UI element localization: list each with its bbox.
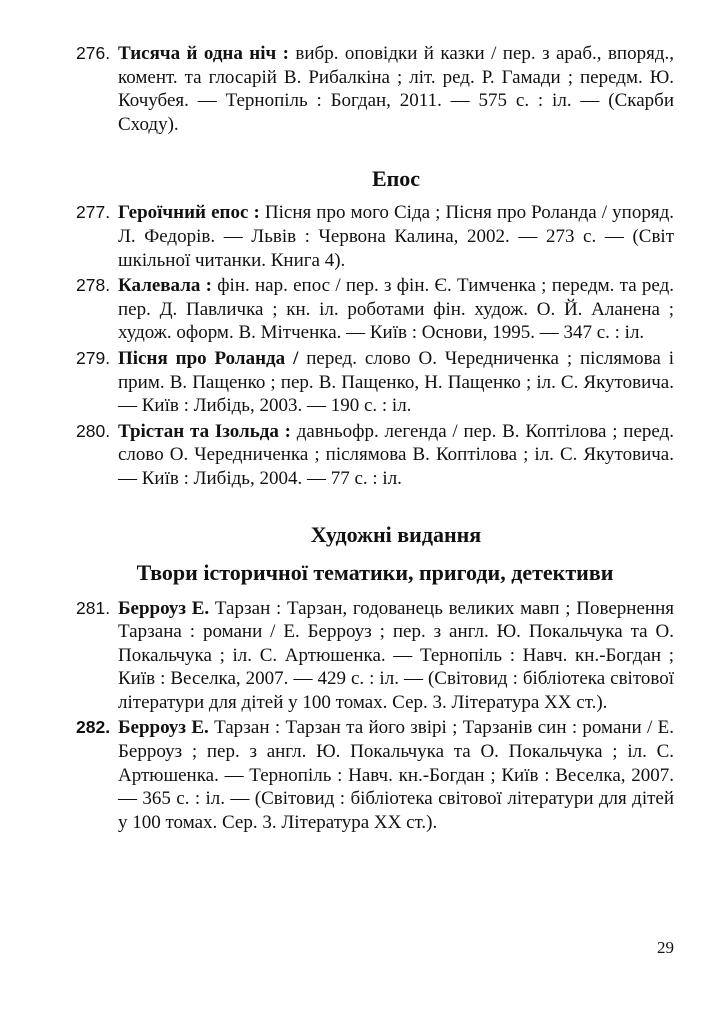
entry-title: Калевала : bbox=[118, 275, 212, 297]
bibliography-entry-281 bbox=[76, 597, 674, 715]
entry-title: Берроуз Е. bbox=[118, 597, 210, 619]
entry-description: давньофр. легенда / пер. В. Коптілова ; перед. слово О. Чередниченка ; післямова В. Коптілова ; іл. С. Якутовича. — Київ : Либідь, 2004. — 77 с. : іл. bbox=[118, 420, 674, 489]
entry-description: перед. слово О. Чередниченка ; післямова і прим. В. Пащенко ; пер. В. Пащенко, Н. Пащенко ; іл. С. Якутовича. — Київ : Либідь, 2003. — 190 с. : іл. bbox=[118, 347, 674, 417]
subsection-heading-adventures: Твори історичної тематики, пригоди, детективи bbox=[136, 559, 614, 585]
bibliography-entry-278 bbox=[76, 274, 674, 345]
entry-number: 282. bbox=[76, 717, 111, 738]
bibliography-entry-282 bbox=[76, 716, 674, 834]
entry-text bbox=[118, 347, 674, 418]
section-heading-epos: Епос bbox=[371, 166, 421, 192]
entry-title: Пісня про Роланда / bbox=[118, 347, 299, 369]
entry-title: Берроуз Е. bbox=[118, 717, 209, 739]
entry-text bbox=[118, 597, 674, 715]
entry-description: вибр. оповідки й казки / пер. з араб., впоряд., комент. та глосарій В. Рибалкіна ; літ. ред. Р. Гамади ; передм. Ю. Кочубея. — Тернопіль : Богдан, 2011. — 575 с. : іл. — (Скарби Сходу). bbox=[118, 43, 674, 135]
entry-text bbox=[118, 201, 674, 272]
entry-title: Героїчний епос : bbox=[118, 202, 260, 224]
bibliography-entry-279 bbox=[76, 347, 674, 418]
entry-title: Тисяча й одна ніч : bbox=[118, 43, 289, 64]
bibliography-entry-280 bbox=[76, 420, 674, 491]
entry-number: 279. bbox=[76, 347, 111, 368]
entry-description: фін. нар. епос / пер. з фін. Є. Тимченка ; передм. та ред. пер. Д. Павличка ; кн. іл. роботами фін. худож. О. Й. Аланена ; худож. оформ. В. Мітченка. — Київ : Основи, 1995. — 347 с. : іл. bbox=[118, 275, 675, 344]
entry-text bbox=[118, 42, 674, 136]
entry-number: 278. bbox=[76, 275, 111, 296]
bibliography-entry-277 bbox=[76, 201, 674, 272]
entry-text bbox=[118, 716, 674, 834]
page-number: 29 bbox=[657, 938, 674, 957]
page-content bbox=[76, 42, 674, 834]
entry-number: 281. bbox=[76, 597, 111, 618]
entry-description: Тарзан : Тарзан та його звірі ; Тарзанів син : романи / Е. Берроуз ; пер. з англ. Ю. Покальчука та О. Покальчука ; іл. С. Артюшенка. — Тернопіль : Навч. кн.-Богдан ; Київ : Веселка, 2007. — 365 с. : іл. — (Світовид : бібліотека світової літератури для дітей у 100 томах. Сер. 3. Література ХХ ст.). bbox=[118, 717, 674, 833]
entry-text bbox=[118, 274, 674, 345]
entry-number: 277. bbox=[76, 202, 111, 223]
section-heading-fiction: Художні видання bbox=[310, 521, 482, 547]
entry-number: 276. bbox=[76, 43, 111, 63]
bibliography-entry-276 bbox=[76, 42, 674, 136]
entry-description: Тарзан : Тарзан, годованець великих мавп ; Повернення Тарзана : романи / Е. Берроуз ; пер. з англ. Ю. Покальчука та О. Покальчука ; іл. С. Артюшенка. — Тернопіль : Навч. кн.-Богдан ; Київ : Веселка, 2007. — 429 с. : іл. — (Світовид : бібліотека світової літератури для дітей у 100 томах. Сер. 3. Література ХХ ст.). bbox=[118, 597, 674, 713]
entry-number: 280. bbox=[76, 420, 111, 441]
entry-title: Трістан та Ізольда : bbox=[118, 420, 291, 442]
entry-text bbox=[118, 420, 674, 491]
entry-description: Пісня про мого Сіда ; Пісня про Роланда / упоряд. Л. Федорів. — Львів : Червона Калина, 2002. — 273 с. — (Світ шкільної читанки. Книга 4). bbox=[118, 202, 674, 271]
